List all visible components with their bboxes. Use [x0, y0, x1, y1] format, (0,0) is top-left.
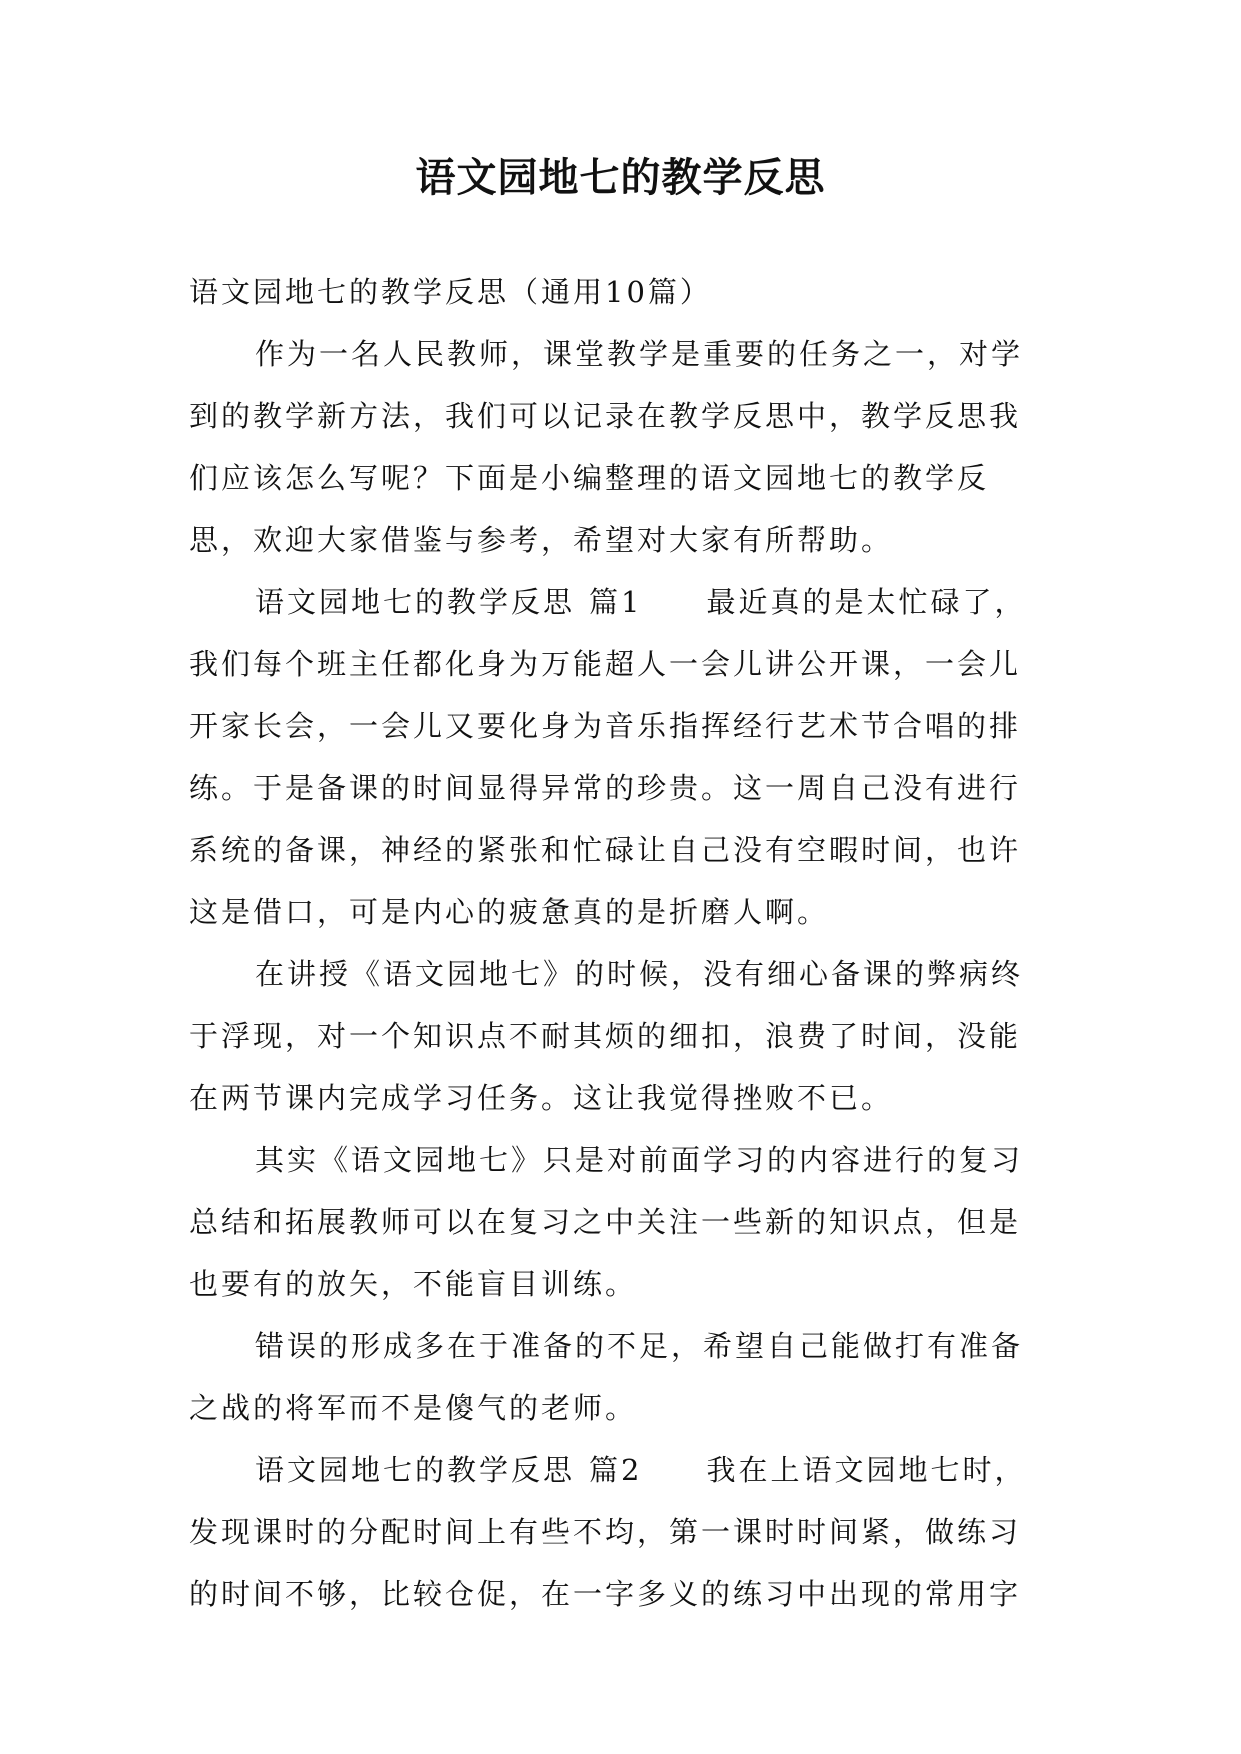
section2-line-2: 的时间不够，比较仓促，在一字多义的练习中出现的常用字: [189, 1577, 1022, 1611]
section1-line-4: 系统的备课，神经的紧张和忙碌让自己没有空暇时间，也许: [189, 833, 1022, 867]
para4-line-2: 之战的将军而不是傻气的老师。: [189, 1391, 638, 1425]
document-body: [189, 261, 1059, 1625]
para4-line-1: 错误的形成多在于准备的不足，希望自己能做打有准备: [255, 1329, 1024, 1363]
section1-line-3: 练。于是备课的时间显得异常的珍贵。这一周自己没有进行: [189, 771, 1022, 805]
para3-line-2: 总结和拓展教师可以在复习之中关注一些新的知识点，但是: [189, 1205, 1022, 1239]
section1-line-5: 这是借口，可是内心的疲惫真的是折磨人啊。: [189, 895, 830, 929]
section1-lead: 最近真的是太忙碌了，: [706, 585, 1027, 619]
document-title: 语文园地七的教学反思: [415, 154, 826, 201]
intro-line-3: 们应该怎么写呢？下面是小编整理的语文园地七的教学反: [189, 461, 990, 495]
para3-line-3: 也要有的放矢，不能盲目训练。: [189, 1267, 638, 1301]
section1-line-2: 开家长会，一会儿又要化身为音乐指挥经行艺术节合唱的排: [189, 709, 1022, 743]
section2-heading: 语文园地七的教学反思: [255, 1453, 576, 1487]
intro-line-4: 思，欢迎大家借鉴与参考，希望对大家有所帮助。: [189, 523, 894, 557]
section2-heading-line: [189, 1439, 1059, 1501]
subtitle-line: 语文园地七的教学反思（通用10篇）: [189, 275, 712, 309]
section1-line-1: 我们每个班主任都化身为万能超人一会儿讲公开课，一会儿: [189, 647, 1022, 681]
para2-line-3: 在两节课内完成学习任务。这让我觉得挫败不已。: [189, 1081, 894, 1115]
para3-line-1: 其实《语文园地七》只是对前面学习的内容进行的复习: [255, 1143, 1024, 1177]
section2-lead: 我在上语文园地七时，: [706, 1453, 1027, 1487]
section2-line-1: 发现课时的分配时间上有些不均，第一课时时间紧，做练习: [189, 1515, 1022, 1549]
intro-line-1: 作为一名人民教师，课堂教学是重要的任务之一，对学: [255, 337, 1024, 371]
section1-label: 篇1: [589, 585, 643, 619]
section2-label: 篇2: [589, 1453, 643, 1487]
section1-heading-line: [189, 571, 1059, 633]
para2-line-2: 于浮现，对一个知识点不耐其烦的细扣，浪费了时间，没能: [189, 1019, 1022, 1053]
intro-line-2: 到的教学新方法，我们可以记录在教学反思中，教学反思我: [189, 399, 1022, 433]
para2-line-1: 在讲授《语文园地七》的时候，没有细心备课的弊病终: [255, 957, 1024, 991]
section1-heading: 语文园地七的教学反思: [255, 585, 576, 619]
